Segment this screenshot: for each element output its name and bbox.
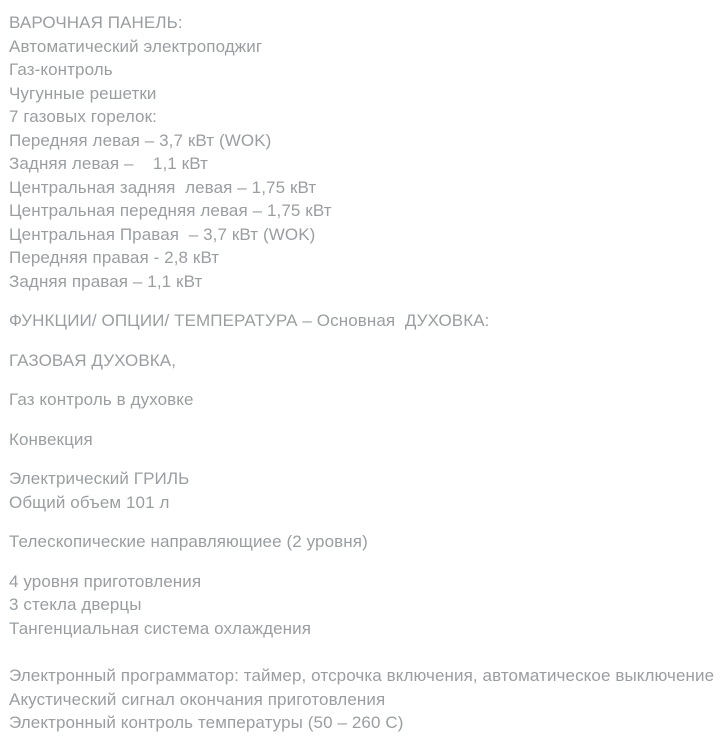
burner-rear-left: Задняя левая – 1,1 кВт — [9, 154, 208, 173]
oven-telescopic-rails: Телескопические направляющиее (2 уровня) — [9, 532, 368, 551]
section-gap — [9, 554, 724, 570]
oven-total-volume: Общий объем 101 л — [9, 492, 170, 512]
section-gap — [9, 333, 724, 349]
oven-gas-control-section — [9, 388, 724, 412]
oven-gas-control: Газ контроль в духовке — [9, 390, 194, 409]
hob-burners-count: 7 газовых горелок: — [9, 107, 157, 126]
oven-temp-control: Электронный контроль температуры (50 – 260 С) — [9, 713, 404, 732]
oven-type-section — [9, 349, 724, 373]
oven-convection: Конвекция — [9, 429, 93, 449]
burner-center-right: Центральная Правая – 3,7 кВт (WOK) — [9, 224, 316, 244]
oven-acoustic-signal: Акустический сигнал окончания приготовления — [9, 689, 386, 709]
oven-header-section — [9, 309, 724, 333]
section-gap — [9, 412, 724, 428]
hob-title: ВАРОЧНАЯ ПАНЕЛЬ: — [9, 13, 183, 32]
section-gap — [9, 372, 724, 388]
hob-section — [9, 11, 724, 293]
section-gap — [9, 514, 724, 530]
section-gap-large — [9, 640, 724, 664]
section-gap — [9, 293, 724, 309]
oven-programmer: Электронный программатор: таймер, отсрочка включения, автоматическое выключение — [9, 666, 715, 685]
oven-door-glass: 3 стекла дверцы — [9, 595, 142, 614]
section-gap — [9, 451, 724, 467]
burner-front-left: Передняя левая – 3,7 кВт (WOK) — [9, 130, 272, 150]
hob-auto-ignition: Автоматический электроподжиг — [9, 36, 263, 56]
hob-gas-control: Газ-контроль — [9, 60, 113, 79]
oven-grill-volume-section — [9, 467, 724, 514]
hob-cast-iron-grates: Чугунные решетки — [9, 83, 157, 103]
oven-convection-section — [9, 428, 724, 452]
oven-type: ГАЗОВАЯ ДУХОВКА, — [9, 350, 177, 370]
oven-cooking-levels: 4 уровня приготовления — [9, 571, 202, 591]
oven-functions-header: ФУНКЦИИ/ ОПЦИИ/ ТЕМПЕРАТУРА – Основная ДУХОВКА: — [9, 311, 490, 330]
burner-center-front-left: Центральная передняя левая – 1,75 кВт — [9, 201, 332, 220]
oven-cooling-system: Тангенциальная система охлаждения — [9, 618, 312, 638]
burner-front-right: Передняя правая - 2,8 кВт — [9, 248, 220, 267]
oven-electronics-section — [9, 664, 724, 735]
oven-telescopic-section — [9, 530, 724, 554]
oven-electric-grill: Электрический ГРИЛЬ — [9, 469, 190, 488]
burner-rear-right: Задняя правая – 1,1 кВт — [9, 271, 203, 291]
burner-center-rear-left: Центральная задняя левая – 1,75 кВт — [9, 177, 317, 197]
oven-build-section — [9, 570, 724, 641]
